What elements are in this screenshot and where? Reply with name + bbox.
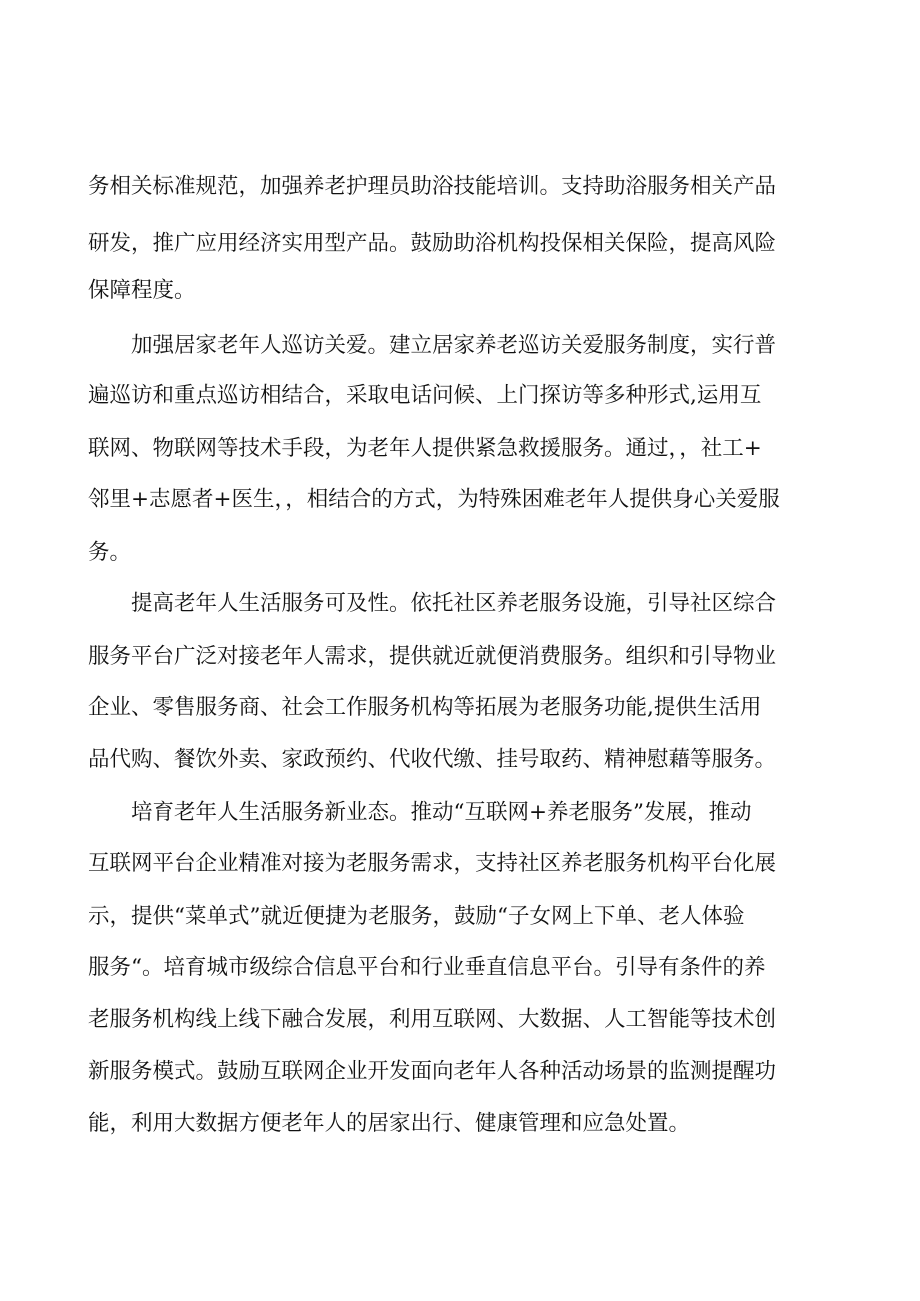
paragraph-line: 新服务模式。鼓励互联网企业开发面向老年人各种活动场景的监测提醒功	[88, 1059, 777, 1084]
paragraph-line: 服务平台广泛对接老年人需求，提供就近就便消费服务。组织和引导物业	[88, 644, 777, 669]
paragraph-line: 互联网平台企业精准对接为老服务需求，支持社区养老服务机构平台化展	[88, 851, 777, 876]
paragraph-line: 培育老年人生活服务新业态。推动“互联网+养老服务”发展，推动	[131, 800, 752, 825]
paragraph-line: 品代购、餐饮外卖、家政预约、代收代缴、挂号取药、精神慰藉等服务。	[88, 747, 777, 772]
paragraph-line: 邻里+志愿者+医生，，相结合的方式，为特殊困难老年人提供身心关爱服	[88, 487, 780, 512]
paragraph-line: 研发，推广应用经济实用型产品。鼓励助浴机构投保相关保险，提高风险	[88, 231, 777, 256]
paragraph-line: 能，利用大数据方便老年人的居家出行、健康管理和应急处置。	[88, 1111, 691, 1136]
paragraph-line: 企业、零售服务商、社会工作服务机构等拓展为老服务功能,提供生活用	[88, 695, 762, 720]
paragraph-line: 务。	[88, 540, 132, 565]
paragraph-line: 遍巡访和重点巡访相结合，采取电话问候、上门探访等多种形式,运用互	[88, 383, 762, 408]
paragraph-line: 示，提供“菜单式”就近便捷为老服务，鼓励“子女网上下单、老人体验	[88, 904, 745, 929]
paragraph-line: 加强居家老年人巡访关爱。建立居家养老巡访关爱服务制度，实行普	[131, 333, 777, 358]
paragraph-line: 老服务机构线上线下融合发展，利用互联网、大数据、人工智能等技术创	[88, 1007, 777, 1032]
paragraph-line: 提高老年人生活服务可及性。依托社区养老服务设施，引导社区综合	[131, 591, 777, 616]
paragraph-line: 保障程度。	[88, 278, 196, 303]
paragraph-line: 服务“。培育城市级综合信息平台和行业垂直信息平台。引导有条件的养	[88, 955, 766, 980]
paragraph-line: 务相关标准规范，加强养老护理员助浴技能培训。支持助浴服务相关产品	[88, 174, 777, 199]
paragraph-line: 联网、物联网等技术手段，为老年人提供紧急救援服务。通过，，社工+	[88, 436, 762, 461]
